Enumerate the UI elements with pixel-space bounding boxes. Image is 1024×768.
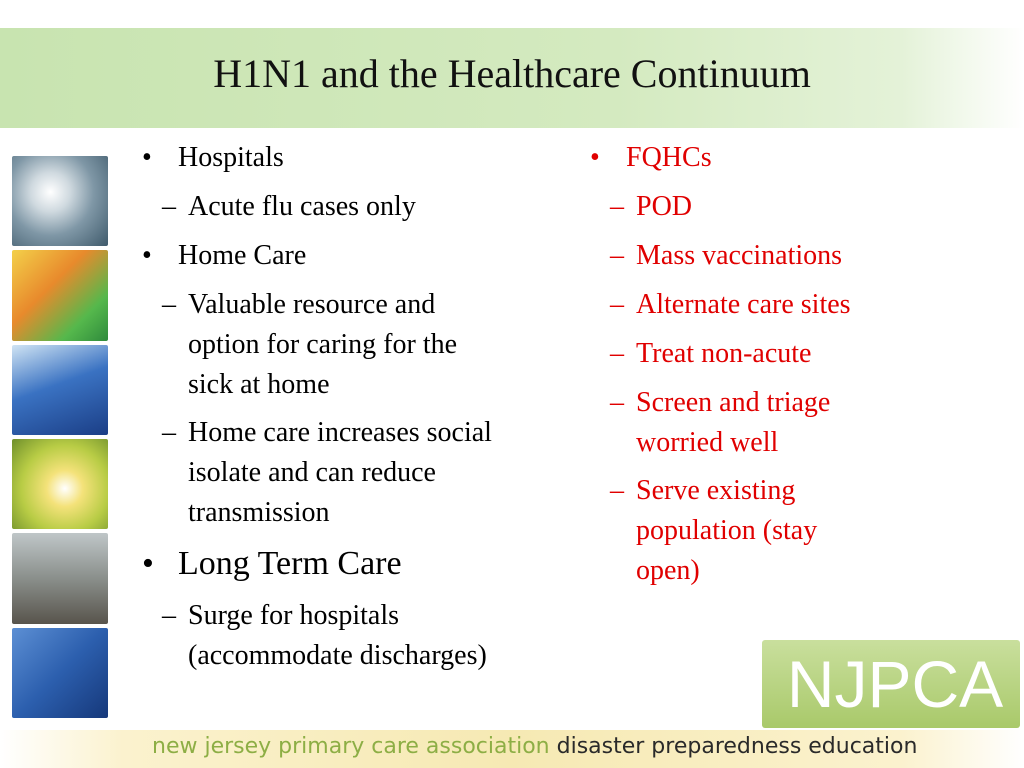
sub-alternate-care-sites: – Alternate care sites: [590, 285, 1010, 325]
sub-line: isolate and can reduce: [188, 457, 436, 488]
lab-tubes-photo: [12, 250, 108, 340]
hurricane-photo: [12, 156, 108, 246]
footer-org: new jersey primary care association: [152, 734, 550, 759]
sub-line: – Surge for hospitals: [188, 600, 400, 631]
footer-program: disaster preparedness education: [556, 734, 918, 759]
sub-line: – Screen and triage: [636, 387, 831, 418]
njpca-logo-text: NJPCA: [786, 647, 1004, 721]
bullet-long-term-care: • Long Term Care: [142, 541, 602, 587]
sub-line: open): [636, 555, 700, 586]
sub-acute-flu: – Acute flu cases only: [142, 187, 602, 227]
sub-pod: – POD: [590, 187, 1010, 227]
footer-text: [152, 733, 917, 761]
slide-title: H1N1 and the Healthcare Continuum: [213, 51, 811, 96]
sub-line: sick at home: [188, 369, 330, 400]
sub-line: transmission: [188, 497, 330, 528]
photo-strip: [12, 156, 108, 718]
sub-serve-existing: [590, 471, 1010, 591]
sub-line: (accommodate discharges): [188, 640, 487, 671]
sub-valuable-resource: [142, 285, 602, 405]
right-bullet-column: [590, 138, 1010, 600]
sub-line: population (stay: [636, 515, 818, 546]
sub-line: – Home care increases social: [188, 417, 492, 448]
sub-line: option for caring for the: [188, 329, 458, 360]
sub-screen-triage: [590, 383, 1010, 463]
sub-line: – Valuable resource and: [188, 289, 436, 320]
bullet-fqhcs: • FQHCs: [590, 138, 1010, 178]
sub-treat-non-acute: – Treat non-acute: [590, 334, 1010, 374]
sub-line: worried well: [636, 427, 779, 458]
flood-photo: [12, 533, 108, 623]
target-photo: [12, 439, 108, 529]
bullet-home-care: • Home Care: [142, 236, 602, 276]
biohazard-photo: [12, 628, 108, 718]
sub-surge-hospitals: [142, 596, 602, 676]
left-bullet-column: [142, 138, 602, 685]
sub-line: – Serve existing: [636, 475, 796, 506]
medical-equipment-photo: [12, 345, 108, 435]
sub-home-care-isolation: [142, 413, 602, 533]
bullet-hospitals: • Hospitals: [142, 138, 602, 178]
sub-mass-vaccinations: – Mass vaccinations: [590, 236, 1010, 276]
